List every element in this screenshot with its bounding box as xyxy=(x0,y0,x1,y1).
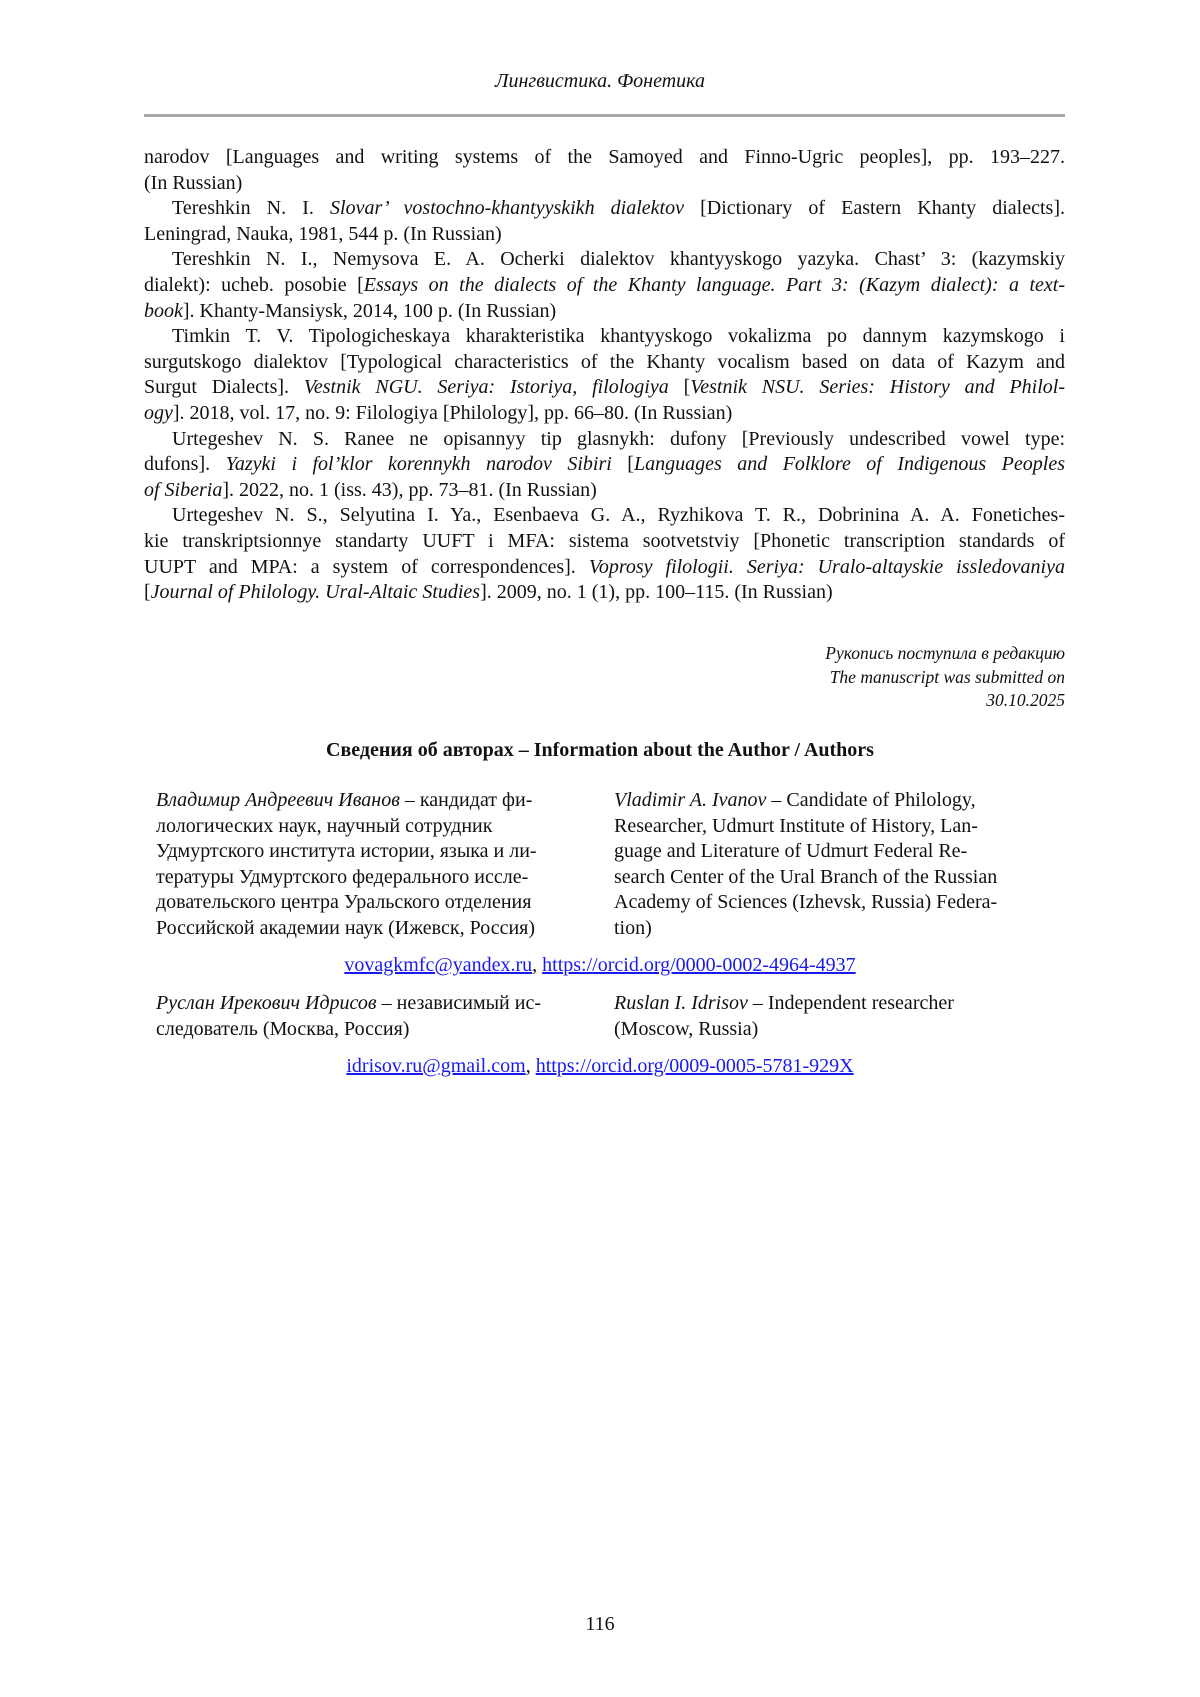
received-note-ru: Рукопись поступила в редакцию xyxy=(825,643,1065,663)
reference-text: [ xyxy=(611,453,634,476)
author-name: Ruslan I. Idrisov xyxy=(614,992,748,1014)
reference-title-italic: of Siberia xyxy=(144,478,223,501)
reference-text: Urtegeshev N. S., Selyutina I. Ya., Esenbaeva G. A., Ryzhikova T. R., Dobrinina A. A. Fonetiches- xyxy=(172,504,1065,527)
separator: , xyxy=(525,1055,536,1077)
author-bio-line xyxy=(156,788,586,814)
author-bio-line xyxy=(156,814,586,840)
reference-text: [Dictionary of Eastern Khanty dialects]. xyxy=(683,197,1065,220)
reference-line xyxy=(144,145,1065,171)
reference-line xyxy=(144,375,1065,401)
author-bio-text: (Moscow, Russia) xyxy=(614,1017,759,1040)
author-bio-text: Российской академии наук (Ижевск, Россия) xyxy=(156,916,536,939)
reference-text: ]. 2022, no. 1 (iss. 43), pp. 73–81. (In Russian) xyxy=(222,478,597,501)
reference-title-italic: book xyxy=(144,299,183,322)
reference-title-italic: Voprosy filologii. Seriya: Uralo-altayskie issledovaniya xyxy=(588,555,1065,578)
reference-line xyxy=(144,273,1065,299)
authors-section-heading: Сведения об авторах – Information about the Author / Authors xyxy=(326,739,874,761)
author-bio-line xyxy=(614,1017,1044,1043)
reference-title-italic: Languages and Folklore of Indigenous Peoples xyxy=(633,453,1065,476)
author-bio-text: – кандидат фи- xyxy=(399,789,533,811)
reference-line xyxy=(144,427,1065,453)
author-1-en xyxy=(614,788,1044,942)
reference-title-italic: Vestnik NSU. Series: History and Philol- xyxy=(690,376,1065,399)
author-1-orcid-link[interactable]: https://orcid.org/0000-0002-4964-4937 xyxy=(542,954,856,976)
reference-title-italic: Yazyki i fol’klor korennykh narodov Sibiri xyxy=(225,453,612,476)
manuscript-received-note xyxy=(825,642,1065,713)
author-bio-line xyxy=(614,890,1044,916)
page-number: 116 xyxy=(585,1613,615,1635)
reference-text: [ xyxy=(668,376,691,399)
reference-title-italic: Essays on the dialects of the Khanty language. Part 3: (Kazym dialect): a text- xyxy=(363,273,1065,296)
author-bio-line xyxy=(614,839,1044,865)
author-bio-text: Researcher, Udmurt Institute of History, Lan- xyxy=(614,814,978,837)
reference-line xyxy=(144,171,1065,197)
reference-line xyxy=(144,299,1065,325)
author-2-orcid-link[interactable]: https://orcid.org/0009-0005-5781-929X xyxy=(535,1055,854,1077)
reference-text: UUPT and MPA: a system of correspondences]. xyxy=(144,555,589,578)
reference-text: kie transkriptsionnye standarty UUFT i MFA: sistema sootvetstviy [Phonetic transcription standards of xyxy=(144,529,1065,552)
reference-line xyxy=(144,350,1065,376)
reference-text: Surgut Dialects]. xyxy=(144,376,304,399)
author-bio-line xyxy=(614,865,1044,891)
author-name: Владимир Андреевич Иванов xyxy=(156,789,400,811)
reference-text: ]. 2018, vol. 17, no. 9: Filologiya [Philology], pp. 66–80. (In Russian) xyxy=(172,401,733,424)
reference-line xyxy=(144,196,1065,222)
author-bio-text: следователь (Москва, Россия) xyxy=(156,1017,410,1040)
reference-text: [ xyxy=(144,581,151,604)
reference-text: Tereshkin N. I., Nemysova E. A. Ocherki dialektov khantyyskogo yazyka. Chast’ 3: (kazymskiy xyxy=(172,248,1065,271)
reference-text: surgutskogo dialektov [Typological characteristics of the Khanty vocalism based on data of Kazym and xyxy=(144,350,1065,373)
reference-title-italic: Vestnik NGU. Seriya: Istoriya, filologiya xyxy=(303,376,669,399)
reference-text: narodov [Languages and writing systems of the Samoyed and Finno-Ugric peoples], pp. 193–227. xyxy=(144,146,1065,168)
running-head-title: Лингвистика. Фонетика xyxy=(494,70,706,92)
author-bio-line xyxy=(156,865,586,891)
reference-text: Urtegeshev N. S. Ranee ne opisannyy tip glasnykh: dufony [Previously undescribed vowel type: xyxy=(172,427,1065,450)
author-1-ru xyxy=(156,788,586,942)
author-bio-text: лологических наук, научный сотрудник xyxy=(156,814,493,837)
reference-text: dialekt): ucheb. posobie [ xyxy=(144,273,364,296)
reference-line xyxy=(144,503,1065,529)
reference-line xyxy=(144,580,1065,606)
author-bio-line xyxy=(156,839,586,865)
reference-line xyxy=(144,222,1065,248)
author-bio-line xyxy=(614,916,1044,942)
author-name: Vladimir A. Ivanov xyxy=(614,789,767,811)
reference-text: ]. Khanty-Mansiysk, 2014, 100 p. (In Russian) xyxy=(182,299,557,322)
reference-line xyxy=(144,478,1065,504)
author-bio-line xyxy=(156,916,586,942)
author-1-email-link[interactable]: vovagkmfc@yandex.ru xyxy=(344,954,533,976)
reference-text: (In Russian) xyxy=(144,171,243,194)
reference-text: dufons]. xyxy=(144,453,226,476)
author-2-ru xyxy=(156,991,586,1042)
reference-line xyxy=(144,555,1065,581)
reference-list xyxy=(144,145,1065,606)
author-2-contacts xyxy=(0,1055,1200,1078)
reference-text: ]. 2009, no. 1 (1), pp. 100–115. (In Russian) xyxy=(480,581,833,604)
author-bio-text: guage and Literature of Udmurt Federal Re- xyxy=(614,840,968,863)
author-bio-text: – Independent researcher xyxy=(747,992,954,1014)
author-bio-text: – Candidate of Philology, xyxy=(766,789,976,811)
author-bio-text: – независимый ис- xyxy=(376,992,541,1014)
author-2-en xyxy=(614,991,1044,1042)
author-1-contacts xyxy=(0,954,1200,977)
author-bio-line xyxy=(156,991,586,1017)
reference-title-italic: Journal of Philology. Ural-Altaic Studies xyxy=(150,581,481,604)
author-bio-line xyxy=(614,991,1044,1017)
author-bio-line xyxy=(156,1017,586,1043)
reference-line xyxy=(144,247,1065,273)
reference-title-italic: Slovar’ vostochno-khantyyskikh dialektov xyxy=(330,197,684,220)
reference-text: Timkin T. V. Tipologicheskaya kharakteristika khantyyskogo vokalizma po dannym kazymskogo i xyxy=(172,325,1065,348)
author-name: Руслан Ирекович Идрисов xyxy=(156,992,377,1014)
author-bio-line xyxy=(614,814,1044,840)
reference-text: Tereshkin N. I. xyxy=(172,197,331,220)
author-bio-text: тературы Удмуртского федерального иссле- xyxy=(156,865,529,888)
reference-line xyxy=(144,324,1065,350)
author-bio-text: Удмуртского института истории, языка и ли- xyxy=(156,840,537,863)
header-divider xyxy=(144,114,1065,117)
author-bio-text: Academy of Sciences (Izhevsk, Russia) Federa- xyxy=(614,891,998,914)
reference-text: Leningrad, Nauka, 1981, 544 p. (In Russian) xyxy=(144,222,502,245)
reference-line xyxy=(144,401,1065,427)
author-2-email-link[interactable]: idrisov.ru@gmail.com xyxy=(346,1055,526,1077)
author-bio-text: search Center of the Ural Branch of the Russian xyxy=(614,865,998,888)
received-date: 30.10.2025 xyxy=(986,690,1065,710)
separator: , xyxy=(532,954,543,976)
reference-line xyxy=(144,529,1065,555)
author-bio-line xyxy=(614,788,1044,814)
received-note-en: The manuscript was submitted on xyxy=(829,666,1065,687)
author-bio-text: tion) xyxy=(614,916,652,939)
author-bio-text: довательского центра Уральского отделения xyxy=(156,891,532,914)
reference-title-italic: ogy xyxy=(144,401,173,424)
author-bio-line xyxy=(156,890,586,916)
reference-line xyxy=(144,452,1065,478)
